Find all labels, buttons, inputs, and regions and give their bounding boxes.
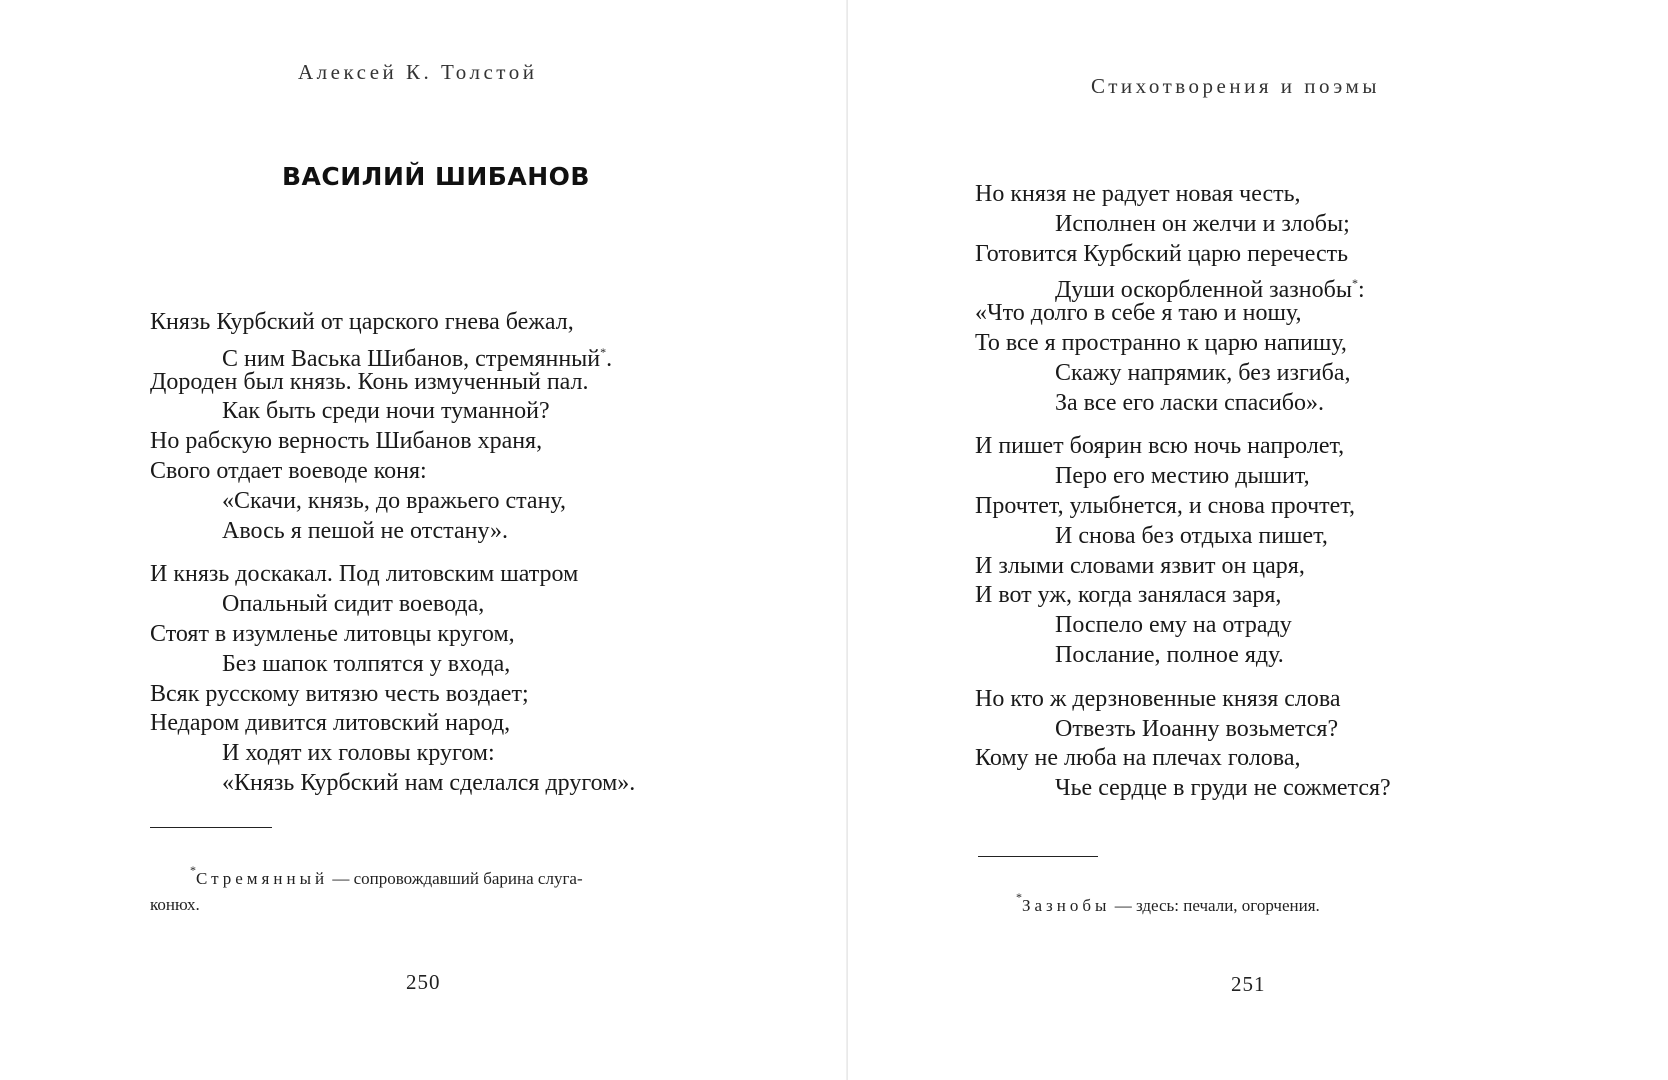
poem-line: Опальный сидит воевода, bbox=[222, 591, 485, 618]
poem-line: Дороден был князь. Конь измученный пал. bbox=[150, 368, 589, 395]
poem-line: За все его ласки спасибо». bbox=[1055, 389, 1325, 416]
poem-line: «Скачи, князь, до вражьего стану, bbox=[222, 487, 567, 514]
footnote-definition: — сопровождавший барина слуга- bbox=[328, 869, 583, 888]
footnote bbox=[150, 857, 710, 918]
poem-line: Но рабскую верность Шибанов храня, bbox=[150, 428, 543, 455]
footnote-line bbox=[150, 857, 710, 892]
poem-line: Чье сердце в груди не сожмется? bbox=[1055, 775, 1391, 802]
stanza bbox=[975, 685, 1391, 804]
poem-line: Как быть среди ночи туманной? bbox=[222, 398, 550, 425]
poem-line: Всяк русскому витязю честь воздает; bbox=[150, 680, 529, 707]
poem-text-left bbox=[150, 308, 635, 813]
poem-line: Недаром дивится литовский народ, bbox=[150, 710, 511, 737]
footnote-rule bbox=[978, 856, 1098, 857]
stanza bbox=[150, 308, 635, 546]
footnote-term: Зазнобы bbox=[1022, 896, 1111, 915]
footnote-marker: * bbox=[1351, 276, 1358, 291]
poem-line: И ходят их головы кругом: bbox=[222, 740, 495, 767]
poem-line: Поспело ему на отраду bbox=[1055, 612, 1292, 639]
footnote-rule bbox=[150, 827, 272, 828]
running-head-book-title: Стихотворения и поэмы bbox=[1091, 74, 1380, 98]
poem-line: Скажу напрямик, без изгиба, bbox=[1055, 359, 1351, 386]
footnote-line bbox=[1016, 884, 1436, 919]
poem-line: «Что долго в себе я таю и ношу, bbox=[975, 300, 1302, 327]
running-head-author: Алексей К. Толстой bbox=[298, 60, 538, 84]
poem-line: Авось я пешой не отстану». bbox=[222, 517, 509, 544]
poem-line: С ним Васька Шибанов, стремянный*. bbox=[222, 344, 613, 372]
poem-line: Но кто ж дерзновенные князя слова bbox=[975, 685, 1341, 712]
poem-line: Исполнен он желчи и злобы; bbox=[1055, 210, 1350, 237]
footnote bbox=[1016, 884, 1436, 919]
poem-line: Перо его местию дышит, bbox=[1055, 463, 1310, 490]
poem-line: Кому не люба на плечах голова, bbox=[975, 745, 1301, 772]
footnote-definition: — здесь: печали, огорчения. bbox=[1110, 896, 1320, 915]
poem-line: Без шапок толпятся у входа, bbox=[222, 650, 511, 677]
poem-line: Отвезть Иоанну возьмется? bbox=[1055, 715, 1339, 742]
stanza bbox=[975, 180, 1391, 418]
footnote-marker: * bbox=[600, 344, 607, 359]
poem-line: Готовится Курбский царю перечесть bbox=[975, 240, 1349, 267]
poem-line: И вот уж, когда занялася заря, bbox=[975, 582, 1282, 609]
page-number: 250 bbox=[406, 970, 441, 994]
poem-line: «Князь Курбский нам сделался другом». bbox=[222, 769, 636, 796]
poem-line: И пишет боярин всю ночь напролет, bbox=[975, 433, 1345, 460]
poem-line: Стоят в изумленье литовцы кругом, bbox=[150, 620, 515, 647]
stanza bbox=[975, 432, 1391, 670]
poem-text-right bbox=[975, 180, 1391, 818]
footnote-term: Стремянный bbox=[196, 869, 329, 888]
footnote-continuation: конюх. bbox=[150, 895, 200, 914]
footnote-marker: * bbox=[190, 863, 196, 877]
footnote-marker: * bbox=[1016, 890, 1022, 904]
poem-line: Души оскорбленной зазнобы*: bbox=[1055, 276, 1365, 304]
poem-line: Князь Курбский от царского гнева бежал, bbox=[150, 309, 574, 335]
poem-line: Свого отдает воеводе коня: bbox=[150, 457, 427, 484]
poem-line: Прочтет, улыбнется, и снова прочтет, bbox=[975, 492, 1355, 519]
page-number: 251 bbox=[1231, 972, 1266, 996]
poem-line: То все я пространно к царю напишу, bbox=[975, 329, 1347, 356]
right-page bbox=[848, 0, 1668, 1080]
poem-line: И князь доскакал. Под литовским шатром bbox=[150, 561, 579, 588]
poem-line: И злыми словами язвит он царя, bbox=[975, 552, 1305, 579]
stanza bbox=[150, 560, 635, 798]
poem-line: И снова без отдыха пишет, bbox=[1055, 522, 1328, 549]
poem-line: Послание, полное яду. bbox=[1055, 641, 1284, 668]
poem-title: ВАСИЛИЙ ШИБАНОВ bbox=[282, 162, 590, 191]
poem-line: Но князя не радует новая честь, bbox=[975, 181, 1301, 207]
